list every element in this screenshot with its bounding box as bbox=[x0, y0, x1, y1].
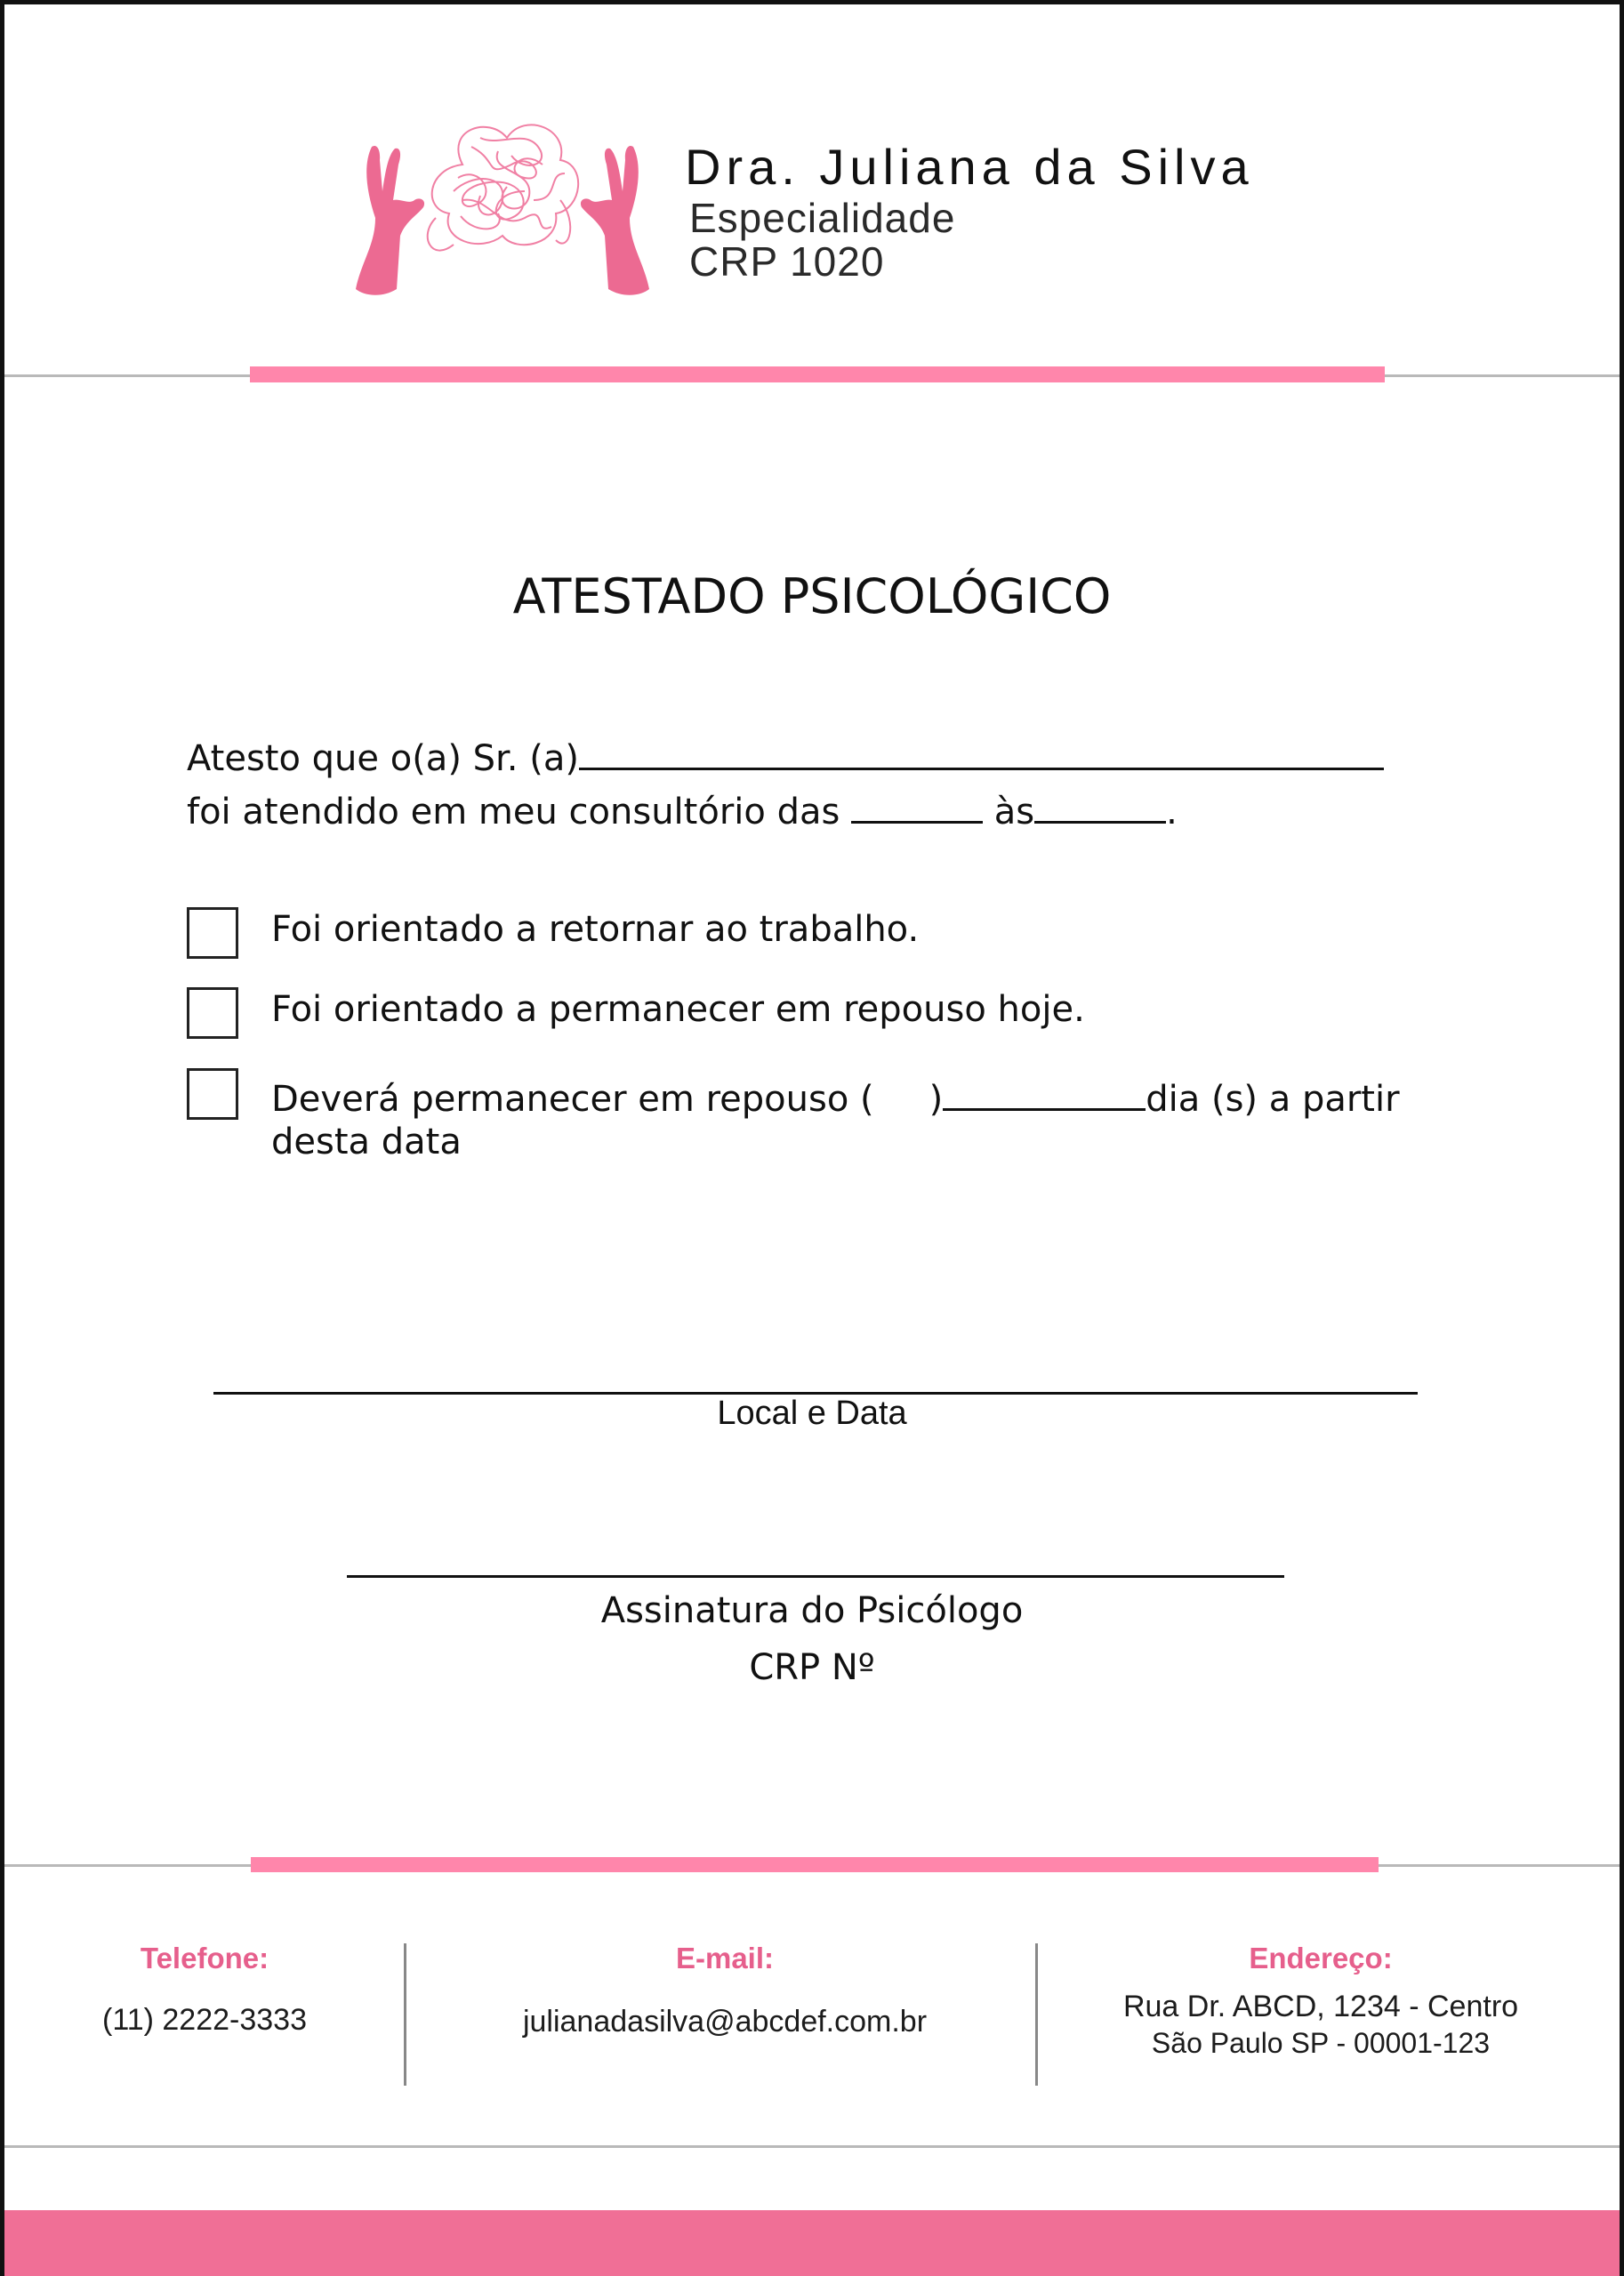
footer-separator-2 bbox=[1035, 1943, 1038, 2086]
doctor-specialty: Especialidade bbox=[689, 195, 956, 241]
checkbox-rest-days[interactable] bbox=[187, 1068, 238, 1120]
document-title: ATESTADO PSICOLÓGICO bbox=[512, 568, 1112, 624]
signature-label: Assinatura do Psicólogo bbox=[600, 1590, 1024, 1631]
doctor-name: Dra. Juliana da Silva bbox=[685, 139, 1254, 195]
footer-bottom-divider bbox=[4, 2145, 1620, 2148]
rest-days-text-b: ) bbox=[929, 1079, 944, 1120]
rest-days-text-d: desta data bbox=[271, 1122, 462, 1162]
statement-prefix: Atesto que o(a) Sr. (a) bbox=[187, 738, 579, 779]
patient-name-blank[interactable] bbox=[579, 732, 1384, 770]
rest-days-text-c: dia (s) a partir bbox=[1146, 1079, 1400, 1120]
signature-line[interactable] bbox=[347, 1575, 1284, 1578]
start-time-blank[interactable] bbox=[851, 785, 983, 824]
hands-brain-logo-icon bbox=[356, 111, 649, 316]
phone-value: (11) 2222-3333 bbox=[102, 2003, 307, 2037]
checkbox-return-work[interactable] bbox=[187, 907, 238, 959]
email-label: E-mail: bbox=[675, 1942, 775, 1974]
bottom-pink-band bbox=[4, 2210, 1620, 2276]
doctor-crp: CRP 1020 bbox=[689, 238, 885, 285]
time-connector: às bbox=[993, 792, 1035, 832]
end-time-blank[interactable] bbox=[1034, 785, 1166, 824]
address-label: Endereço: bbox=[1249, 1942, 1393, 1974]
address-line-2: São Paulo SP - 00001-123 bbox=[1151, 2027, 1491, 2059]
line-end-period: . bbox=[1166, 792, 1178, 832]
option-rest-days bbox=[271, 1069, 1400, 1163]
address-line-1: Rua Dr. ABCD, 1234 - Centro bbox=[1122, 1990, 1519, 2023]
option-return-work: Foi orientado a retornar ao trabalho. bbox=[271, 909, 920, 950]
local-date-label: Local e Data bbox=[717, 1395, 907, 1432]
footer-divider-pink bbox=[251, 1857, 1379, 1872]
option-rest-today: Foi orientado a permanecer em repouso hoje. bbox=[271, 989, 1085, 1030]
attended-prefix: foi atendido em meu consultório das bbox=[187, 792, 840, 832]
email-value: julianadasilva@abcdef.com.br bbox=[522, 2005, 928, 2039]
rest-days-text-a: Deverá permanecer em repouso ( bbox=[271, 1079, 874, 1120]
statement-line-1 bbox=[187, 732, 1384, 779]
header-divider-pink bbox=[250, 366, 1385, 382]
footer-separator-1 bbox=[404, 1943, 406, 2086]
phone-label: Telefone: bbox=[140, 1942, 269, 1974]
statement-line-2 bbox=[187, 785, 1178, 832]
rest-days-blank[interactable] bbox=[943, 1069, 1146, 1111]
checkbox-rest-today[interactable] bbox=[187, 987, 238, 1039]
crp-number-label: CRP Nº bbox=[749, 1647, 875, 1688]
